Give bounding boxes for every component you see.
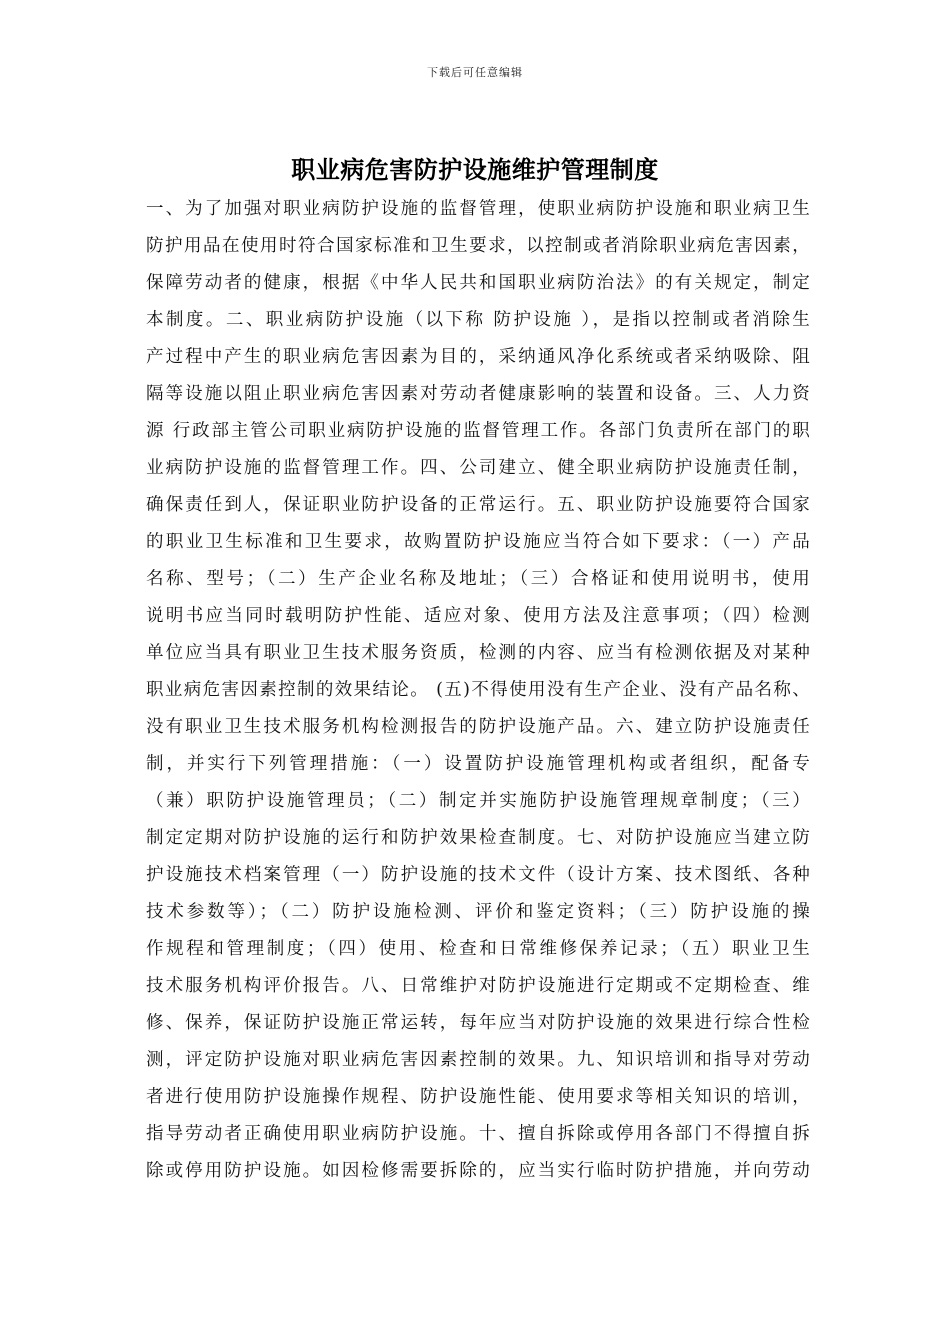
body-line: 制定定期对防护设施的运行和防护效果检查制度。七、对防护设施应当建立防 xyxy=(146,828,810,848)
body-line: 防护用品在使用时符合国家标准和卫生要求，以控制或者消除职业病危害因素， xyxy=(146,236,810,256)
body-line: 技术参数等）；（二）防护设施检测、评价和鉴定资料；（三）防护设施的操 xyxy=(146,902,810,922)
body-line: 没有职业卫生技术服务机构检测报告的防护设施产品。六、建立防护设施责任 xyxy=(146,717,810,737)
body-line: 业病防护设施的监督管理工作。四、公司建立、健全职业病防护设施责任制， xyxy=(146,458,810,478)
body-line: 制，并实行下列管理措施：（一）设置防护设施管理机构或者组织，配备专 xyxy=(146,754,810,774)
body-line: 本制度。二、职业病防护设施（以下称 防护设施 ），是指以控制或者消除生 xyxy=(146,310,810,330)
body-line: 作规程和管理制度；（四）使用、检查和日常维修保养记录；（五）职业卫生 xyxy=(146,939,810,959)
body-line: 产过程中产生的职业病危害因素为目的，采纳通风净化系统或者采纳吸除、阻 xyxy=(146,347,810,367)
body-line: （兼）职防护设施管理员；（二）制定并实施防护设施管理规章制度；（三） xyxy=(146,791,810,811)
body-line: 技术服务机构评价报告。八、日常维护对防护设施进行定期或不定期检查、维 xyxy=(146,976,810,996)
document-body xyxy=(146,191,810,1190)
body-line: 修、保养，保证防护设施正常运转，每年应当对防护设施的效果进行综合性检 xyxy=(146,1013,810,1033)
body-line: 除或停用防护设施。如因检修需要拆除的，应当实行临时防护措施，并向劳动 xyxy=(146,1161,810,1181)
body-line: 指导劳动者正确使用职业病防护设施。十、擅自拆除或停用各部门不得擅自拆 xyxy=(146,1124,810,1144)
body-line: 单位应当具有职业卫生技术服务资质，检测的内容、应当有检测依据及对某种 xyxy=(146,643,810,663)
document-title: 职业病危害防护设施维护管理制度 xyxy=(291,156,659,184)
body-line: 职业病危害因素控制的效果结论。 (五)不得使用没有生产企业、没有产品名称、 xyxy=(146,680,810,700)
body-line: 护设施技术档案管理（一）防护设施的技术文件（设计方案、技术图纸、各种 xyxy=(146,865,810,885)
body-line: 测，评定防护设施对职业病危害因素控制的效果。九、知识培训和指导对劳动 xyxy=(146,1050,810,1070)
body-line: 名称、型号；（二）生产企业名称及地址；（三）合格证和使用说明书，使用 xyxy=(146,569,810,589)
body-line: 一、为了加强对职业病防护设施的监督管理，使职业病防护设施和职业病卫生 xyxy=(146,199,810,219)
body-line: 者进行使用防护设施操作规程、防护设施性能、使用要求等相关知识的培训， xyxy=(146,1087,810,1107)
body-line: 隔等设施以阻止职业病危害因素对劳动者健康影响的装置和设备。三、人力资 xyxy=(146,384,810,404)
body-line: 源 行政部主管公司职业病防护设施的监督管理工作。各部门负责所在部门的职 xyxy=(146,421,810,441)
body-line: 确保责任到人，保证职业防护设备的正常运行。五、职业防护设施要符合国家 xyxy=(146,495,810,515)
body-line: 说明书应当同时载明防护性能、适应对象、使用方法及注意事项；（四）检测 xyxy=(146,606,810,626)
body-line: 的职业卫生标准和卫生要求，故购置防护设施应当符合如下要求：（一）产品 xyxy=(146,532,810,552)
body-line: 保障劳动者的健康，根据《中华人民共和国职业病防治法》的有关规定，制定 xyxy=(146,273,810,293)
header-note: 下载后可任意编辑 xyxy=(427,66,523,79)
